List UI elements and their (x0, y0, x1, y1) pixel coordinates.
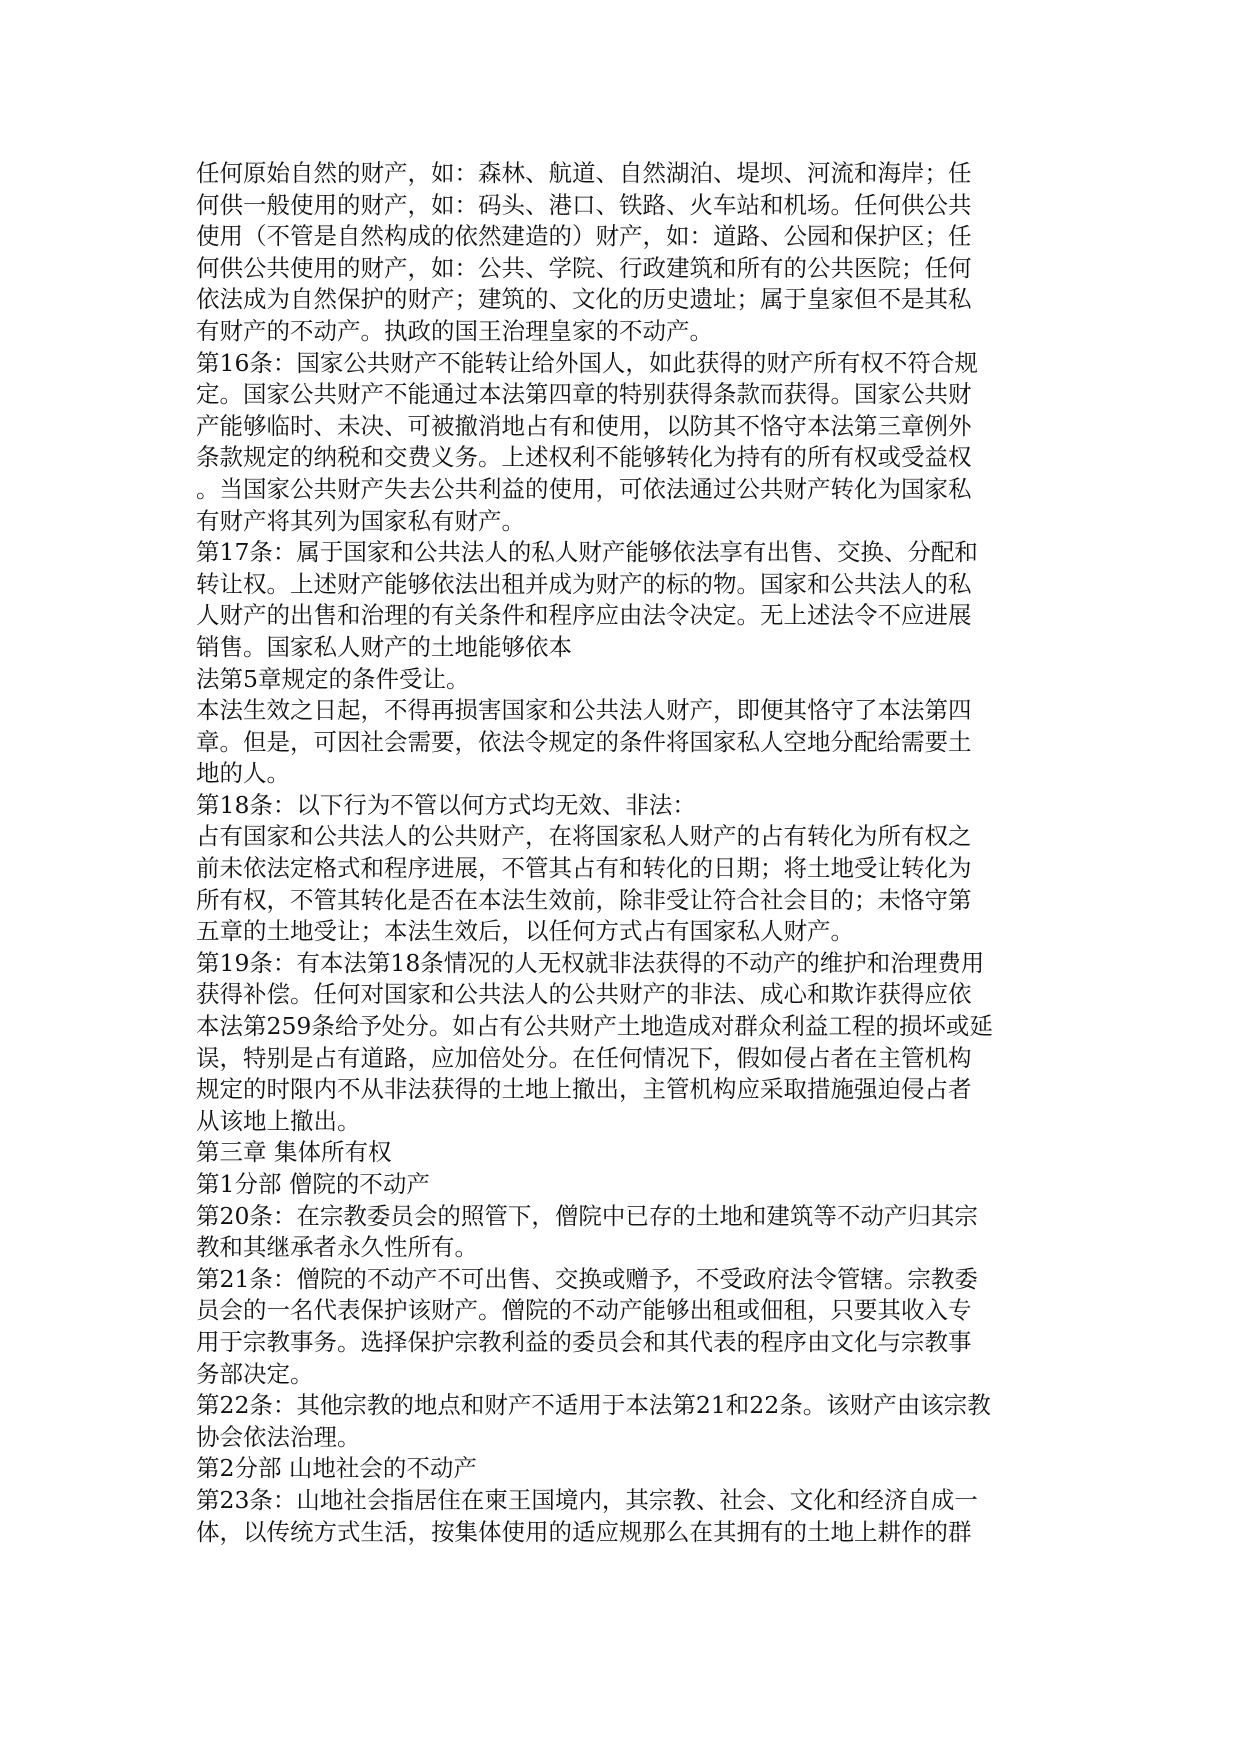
text-line: 前未依法定格式和程序进展，不管其占有和转化的日期；将土地受让转化为 (196, 854, 972, 883)
text-line: 第16条：国家公共财产不能转让给外国人，如此获得的财产所有权不符合规 (196, 348, 978, 377)
text-line: 第2分部 山地社会的不动产 (196, 1454, 477, 1483)
text-line: 协会依法治理。 (196, 1422, 361, 1451)
text-line: 第三章 集体所有权 (196, 1138, 392, 1167)
document-page (196, 158, 1032, 1548)
text-line: 教和其继承者永久性所有。 (196, 1233, 478, 1262)
text-line: 依法成为自然保护的财产；建筑的、文化的历史遗址；属于皇家但不是其私 (196, 285, 972, 314)
text-line: 任何原始自然的财产，如：森林、航道、自然湖泊、堤坝、河流和海岸；任 (196, 159, 972, 187)
text-line: 第22条：其他宗教的地点和财产不适用于本法第21和22条。该财产由该宗教 (196, 1391, 991, 1420)
text-line: 占有国家和公共法人的公共财产，在将国家私人财产的占有转化为所有权之 (196, 822, 972, 851)
text-line: 体，以传统方式生活，按集体使用的适应规那么在其拥有的土地上耕作的群 (196, 1517, 972, 1546)
text-line: 第17条：属于国家和公共法人的私人财产能够依法享有出售、交换、分配和 (196, 538, 978, 567)
text-line: 第1分部 僧院的不动产 (196, 1170, 430, 1198)
text-line: 五章的土地受让；本法生效后，以任何方式占有国家私人财产。 (196, 917, 854, 946)
text-line: 销售。国家私人财产的土地能够依本 (196, 632, 572, 661)
text-line: 获得补偿。任何对国家和公共法人的公共财产的非法、成心和欺诈获得应依 (196, 980, 972, 1009)
text-line: 本法生效之日起，不得再损害国家和公共法人财产，即便其恪守了本法第四 (196, 696, 972, 725)
text-line: 第21条：僧院的不动产不可出售、交换或赠予，不受政府法令管辖。宗教委 (196, 1264, 978, 1293)
text-line: 何供公共使用的财产，如：公共、学院、行政建筑和所有的公共医院；任何 (196, 253, 972, 282)
text-line: 第23条：山地社会指居住在柬王国境内，其宗教、社会、文化和经济自成一 (196, 1485, 978, 1514)
text-line: 员会的一名代表保护该财产。僧院的不动产能够出租或佃租，只要其收入专 (196, 1296, 972, 1325)
text-line: 章。但是，可因社会需要，依法令规定的条件将国家私人空地分配给需要土 (196, 727, 972, 756)
text-line: 产能够临时、未决、可被撤消地占有和使用，以防其不恪守本法第三章例外 (196, 411, 972, 440)
text-line: 所有权，不管其转化是否在本法生效前，除非受让符合社会目的；未恪守第 (196, 885, 972, 914)
text-line: 有财产的不动产。执政的国王治理皇家的不动产。 (196, 316, 713, 345)
text-line: 用于宗教事务。选择保护宗教利益的委员会和其代表的程序由文化与宗教事 (196, 1327, 972, 1356)
text-line: 定。国家公共财产不能通过本法第四章的特别获得条款而获得。国家公共财 (196, 380, 972, 409)
text-line: 使用（不管是自然构成的依然建造的）财产，如：道路、公园和保护区；任 (196, 222, 972, 251)
text-line: 第20条：在宗教委员会的照管下，僧院中已存的土地和建筑等不动产归其宗 (196, 1201, 978, 1230)
text-line: 转让权。上述财产能够依法出租并成为财产的标的物。国家和公共法人的私 (196, 569, 972, 598)
text-line: 。当国家公共财产失去公共利益的使用，可依法通过公共财产转化为国家私 (196, 474, 972, 503)
text-line: 规定的时限内不从非法获得的土地上撤出，主管机构应采取措施强迫侵占者 (196, 1075, 972, 1104)
text-line: 本法第259条给予处分。如占有公共财产土地造成对群众利益工程的损坏或延 (196, 1012, 993, 1041)
text-line: 有财产将其列为国家私有财产。 (196, 506, 525, 535)
text-line: 条款规定的纳税和交费义务。上述权利不能够转化为持有的所有权或受益权 (196, 443, 972, 472)
text-line: 从该地上撤出。 (196, 1106, 361, 1135)
text-line: 法第5章规定的条件受让。 (196, 664, 470, 693)
text-line: 人财产的出售和治理的有关条件和程序应由法令决定。无上述法令不应进展 (196, 601, 972, 630)
text-line: 第18条：以下行为不管以何方式均无效、非法： (196, 790, 696, 819)
text-line: 何供一般使用的财产，如：码头、港口、铁路、火车站和机场。任何供公共 (196, 190, 972, 219)
text-line: 务部决定。 (196, 1359, 314, 1388)
text-line: 第19条：有本法第18条情况的人无权就非法获得的不动产的维护和治理费用 (196, 948, 985, 977)
text-line: 误，特别是占有道路，应加倍处分。在任何情况下，假如侵占者在主管机构 (196, 1043, 972, 1072)
text-line: 地的人。 (196, 759, 290, 788)
